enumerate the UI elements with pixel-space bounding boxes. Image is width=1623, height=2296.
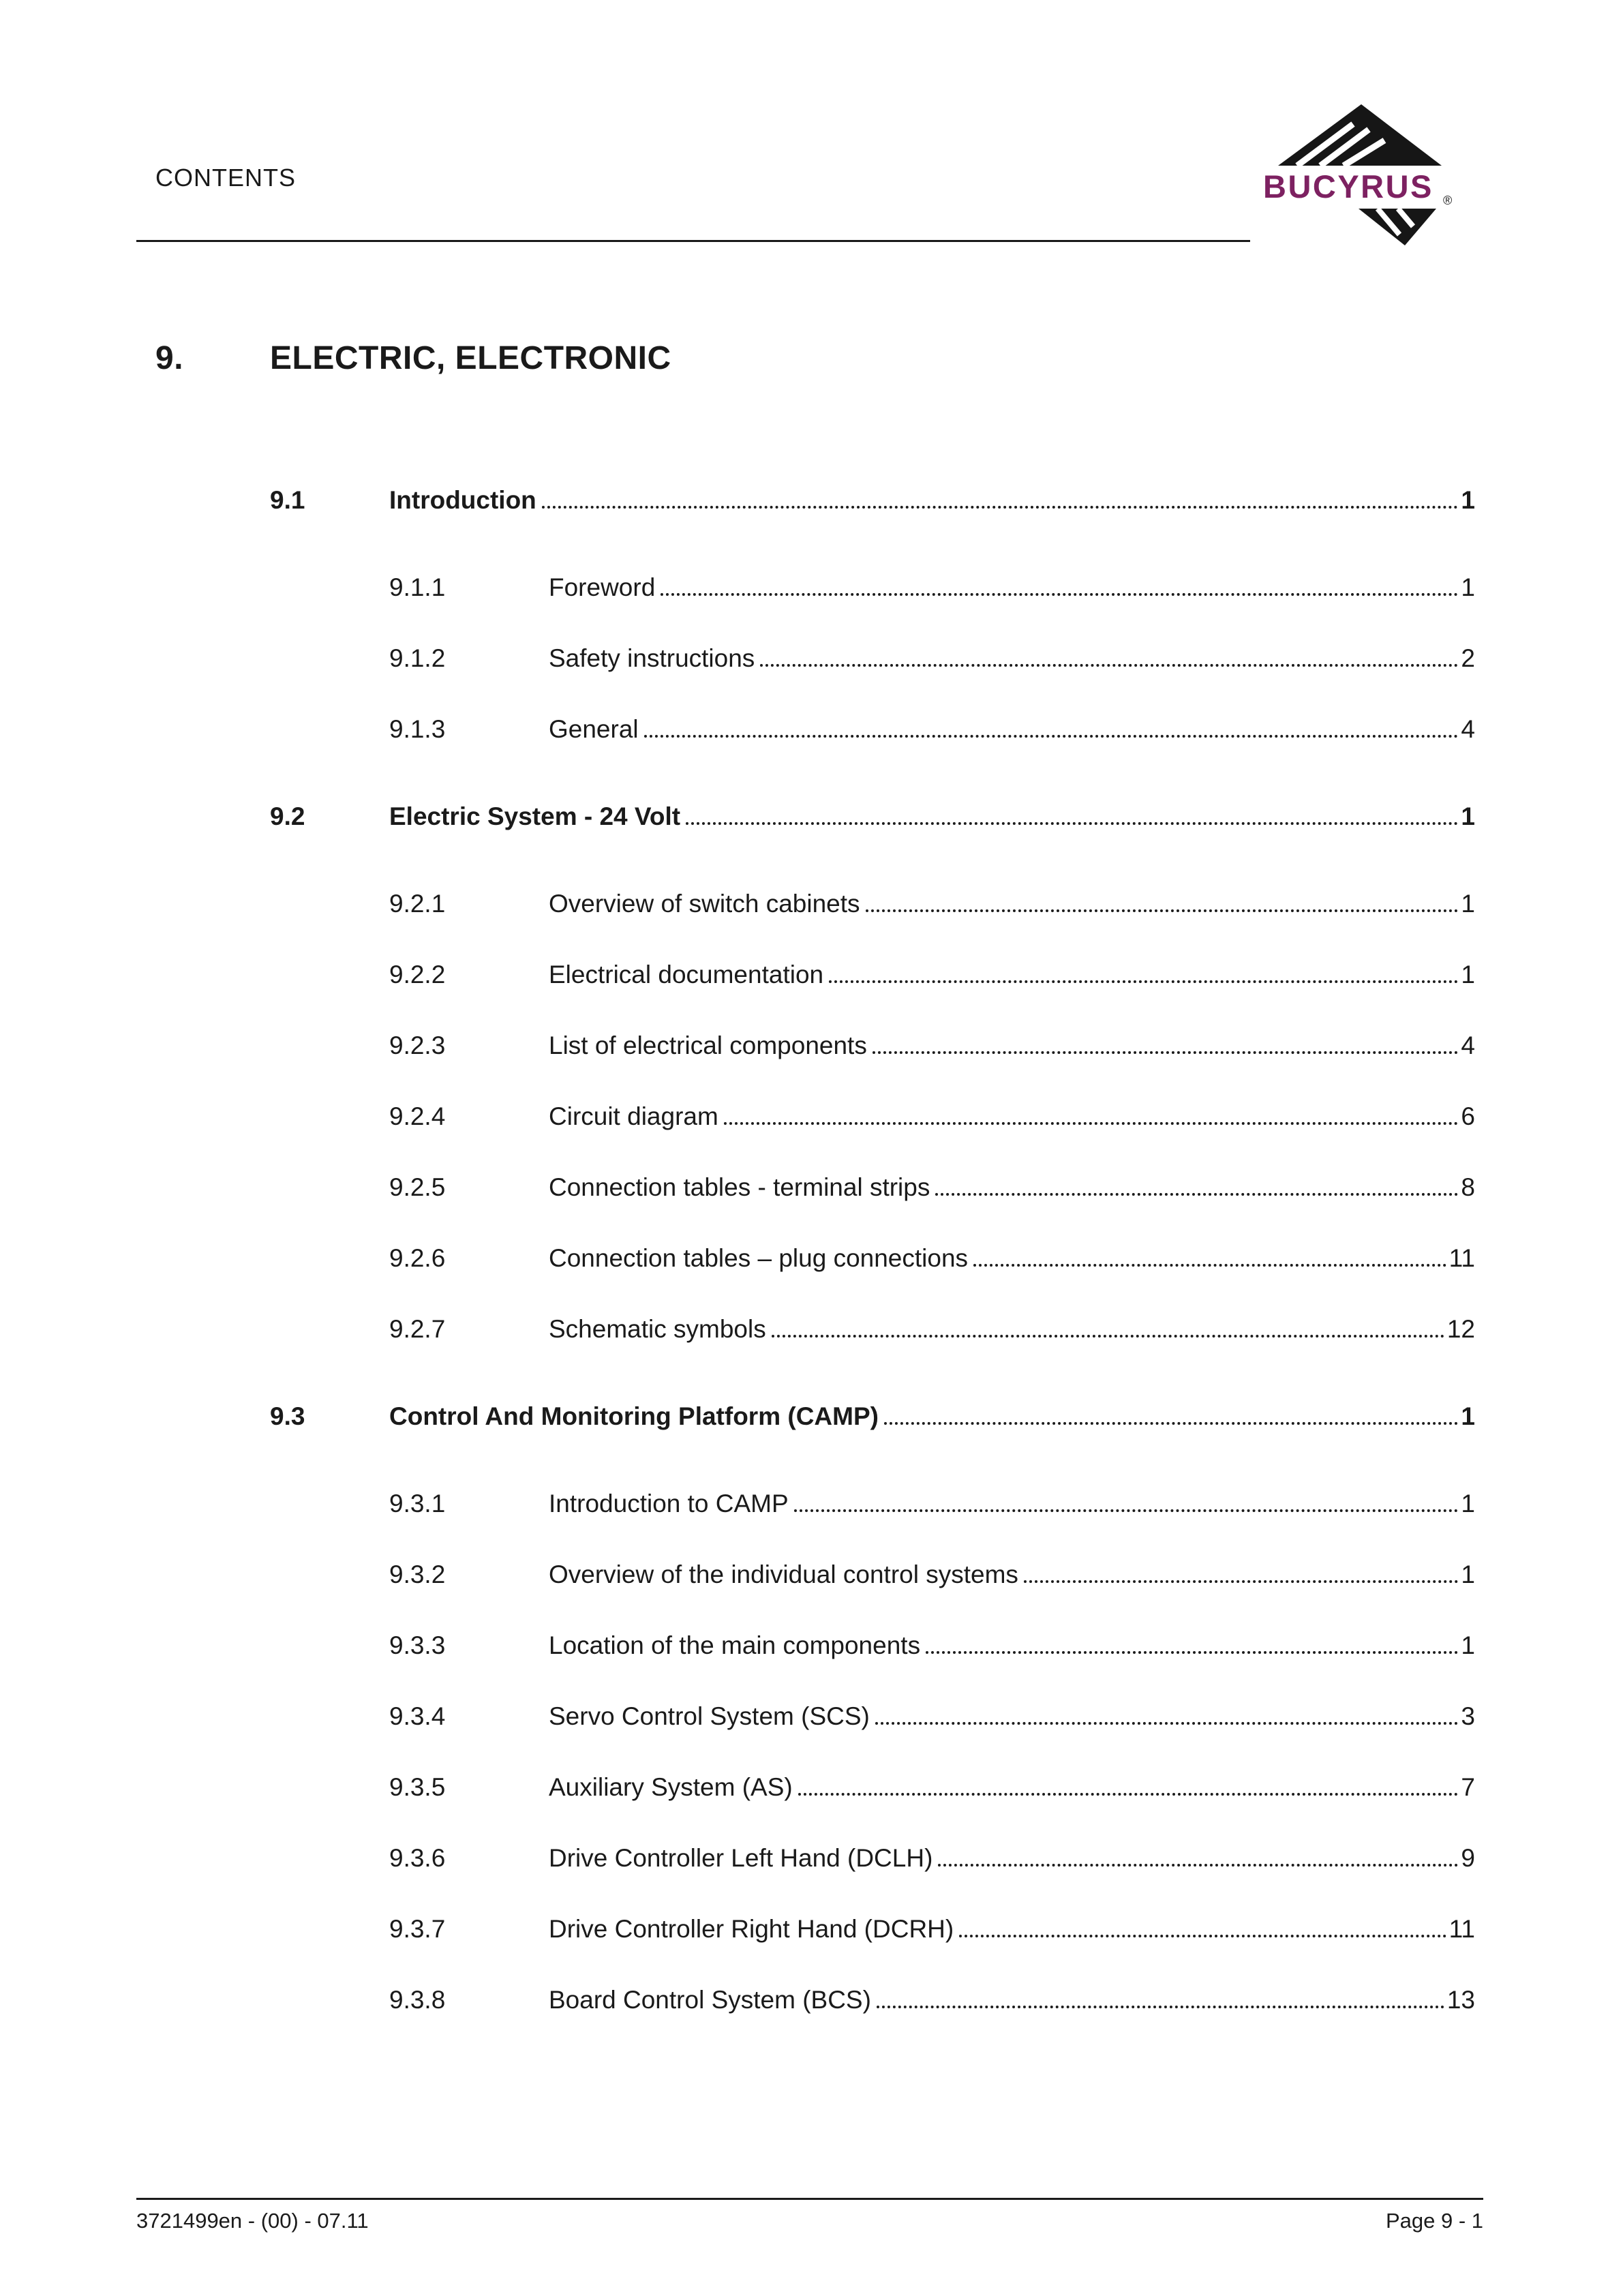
- footer-page-number: Page 9 - 1: [1385, 2209, 1483, 2233]
- toc-subentry: [389, 1772, 1475, 1802]
- entry-page: 1: [1461, 1560, 1475, 1588]
- entry-page: 12: [1446, 1315, 1475, 1343]
- entry-number: 9.2: [270, 802, 305, 830]
- entry-number: 9.3.8: [389, 1986, 446, 2014]
- header-rule: [136, 240, 1250, 242]
- entry-page: 4: [1461, 715, 1475, 743]
- dot-leader: [760, 664, 1458, 667]
- dot-leader: [866, 909, 1459, 912]
- toc-subentry: [389, 714, 1475, 744]
- footer-rule: [136, 2198, 1483, 2200]
- dot-leader: [1024, 1580, 1459, 1583]
- entry-page: 2: [1461, 644, 1475, 672]
- dot-leader: [644, 735, 1459, 738]
- entry-title: Foreword: [549, 573, 656, 601]
- dot-leader: [772, 1335, 1444, 1338]
- entry-page: 1: [1461, 961, 1475, 988]
- mountain-tail-icon: [1359, 209, 1436, 245]
- toc-entry: [270, 1402, 1475, 1432]
- toc-entry: [270, 802, 1475, 832]
- dot-leader: [959, 1935, 1446, 1937]
- bucyrus-logo: [1258, 101, 1483, 247]
- entry-page: 13: [1446, 1986, 1475, 2014]
- entry-number: 9.3.6: [389, 1844, 446, 1872]
- dot-leader: [877, 2006, 1444, 2008]
- entry-number: 9.3.2: [389, 1560, 446, 1588]
- toc-subentry: [389, 644, 1475, 674]
- dot-leader: [798, 1793, 1459, 1796]
- toc-subentry: [389, 1314, 1475, 1344]
- toc-subentry: [389, 1702, 1475, 1732]
- dot-leader: [661, 593, 1458, 596]
- page-header-title: CONTENTS: [155, 164, 296, 192]
- page-footer: [136, 2209, 1483, 2233]
- toc-subentry: [389, 573, 1475, 603]
- toc-subentry: [389, 1243, 1475, 1273]
- entry-page: 4: [1461, 1031, 1475, 1059]
- entry-title: Introduction: [389, 486, 536, 514]
- entry-page: 1: [1461, 1631, 1475, 1659]
- entry-number: 9.2.5: [389, 1173, 446, 1201]
- dot-leader: [938, 1864, 1458, 1867]
- footer-doc-id: 3721499en - (00) - 07.11: [136, 2209, 369, 2233]
- entry-page: 11: [1448, 1915, 1475, 1943]
- dot-leader: [873, 1051, 1459, 1054]
- entry-page: 1: [1461, 1490, 1475, 1517]
- entry-title: Electric System - 24 Volt: [389, 802, 681, 830]
- entry-title: Board Control System (BCS): [549, 1986, 871, 2014]
- entry-title: Overview of the individual control systems: [549, 1560, 1018, 1588]
- entry-title: Safety instructions: [549, 644, 755, 672]
- entry-title: Circuit diagram: [549, 1102, 718, 1130]
- dot-leader: [724, 1122, 1459, 1125]
- toc-section: [270, 802, 1475, 1385]
- entry-page: 11: [1448, 1244, 1475, 1272]
- entry-title: Connection tables – plug connections: [549, 1244, 969, 1272]
- entry-number: 9.1.2: [389, 644, 446, 672]
- dot-leader: [875, 1722, 1459, 1725]
- entry-title: Connection tables - terminal strips: [549, 1173, 930, 1201]
- entry-page: 1: [1461, 573, 1475, 601]
- dot-leader: [884, 1422, 1458, 1425]
- dot-leader: [542, 506, 1459, 509]
- toc-subentry: [389, 1631, 1475, 1661]
- entry-title: Location of the main components: [549, 1631, 921, 1659]
- toc-subentry: [389, 1843, 1475, 1873]
- entry-page: 1: [1461, 486, 1475, 514]
- dot-leader: [926, 1651, 1458, 1654]
- dot-leader: [973, 1264, 1446, 1267]
- chapter-heading: [155, 339, 671, 377]
- chapter-number: 9.: [155, 340, 184, 376]
- entry-number: 9.2.3: [389, 1031, 446, 1059]
- table-of-contents: [270, 485, 1475, 2056]
- entry-title: Electrical documentation: [549, 961, 824, 988]
- entry-number: 9.3: [270, 1402, 305, 1430]
- entry-title: Introduction to CAMP: [549, 1490, 789, 1517]
- entry-number: 9.3.5: [389, 1773, 446, 1801]
- registered-mark: ®: [1443, 194, 1453, 207]
- dot-leader: [829, 980, 1458, 983]
- entry-number: 9.2.6: [389, 1244, 446, 1272]
- entry-number: 9.3.4: [389, 1702, 446, 1730]
- entry-number: 9.2.2: [389, 961, 446, 988]
- entry-number: 9.1.3: [389, 715, 446, 743]
- entry-title: List of electrical components: [549, 1031, 867, 1059]
- entry-title: Drive Controller Left Hand (DCLH): [549, 1844, 933, 1872]
- entry-title: Servo Control System (SCS): [549, 1702, 870, 1730]
- entry-number: 9.1: [270, 486, 305, 514]
- entry-title: Control And Monitoring Platform (CAMP): [389, 1402, 879, 1430]
- entry-title: Auxiliary System (AS): [549, 1773, 793, 1801]
- mountain-icon: [1278, 104, 1442, 166]
- entry-number: 9.2.1: [389, 890, 446, 918]
- entry-page: 1: [1461, 890, 1475, 918]
- toc-subentry: [389, 1489, 1475, 1519]
- entry-title: Drive Controller Right Hand (DCRH): [549, 1915, 954, 1943]
- entry-title: General: [549, 715, 639, 743]
- entry-number: 9.2.4: [389, 1102, 446, 1130]
- entry-number: 9.3.7: [389, 1915, 446, 1943]
- entry-number: 9.2.7: [389, 1315, 446, 1343]
- entry-page: 7: [1461, 1773, 1475, 1801]
- toc-subentry: [389, 1985, 1475, 2015]
- entry-number: 9.3.1: [389, 1490, 446, 1517]
- entry-number: 9.1.1: [389, 573, 446, 601]
- entry-page: 9: [1461, 1844, 1475, 1872]
- entry-page: 3: [1461, 1702, 1475, 1730]
- entry-title: Overview of switch cabinets: [549, 890, 860, 918]
- entry-title: Schematic symbols: [549, 1315, 766, 1343]
- chapter-title: ELECTRIC, ELECTRONIC: [270, 340, 671, 376]
- toc-subentry: [389, 889, 1475, 919]
- toc-section: [270, 485, 1475, 785]
- dot-leader: [935, 1193, 1458, 1196]
- entry-number: 9.3.3: [389, 1631, 446, 1659]
- toc-subentry: [389, 1914, 1475, 1944]
- toc-subentry: [389, 1560, 1475, 1590]
- logo-wordmark: BUCYRUS: [1263, 168, 1434, 205]
- toc-section: [270, 1402, 1475, 2056]
- toc-entry: [270, 485, 1475, 515]
- toc-subentry: [389, 960, 1475, 990]
- toc-subentry: [389, 1102, 1475, 1132]
- entry-page: 8: [1461, 1173, 1475, 1201]
- entry-page: 1: [1461, 1402, 1475, 1430]
- dot-leader: [686, 822, 1458, 825]
- toc-subentry: [389, 1173, 1475, 1203]
- entry-page: 1: [1461, 802, 1475, 830]
- entry-page: 6: [1461, 1102, 1475, 1130]
- dot-leader: [794, 1509, 1459, 1512]
- toc-subentry: [389, 1031, 1475, 1061]
